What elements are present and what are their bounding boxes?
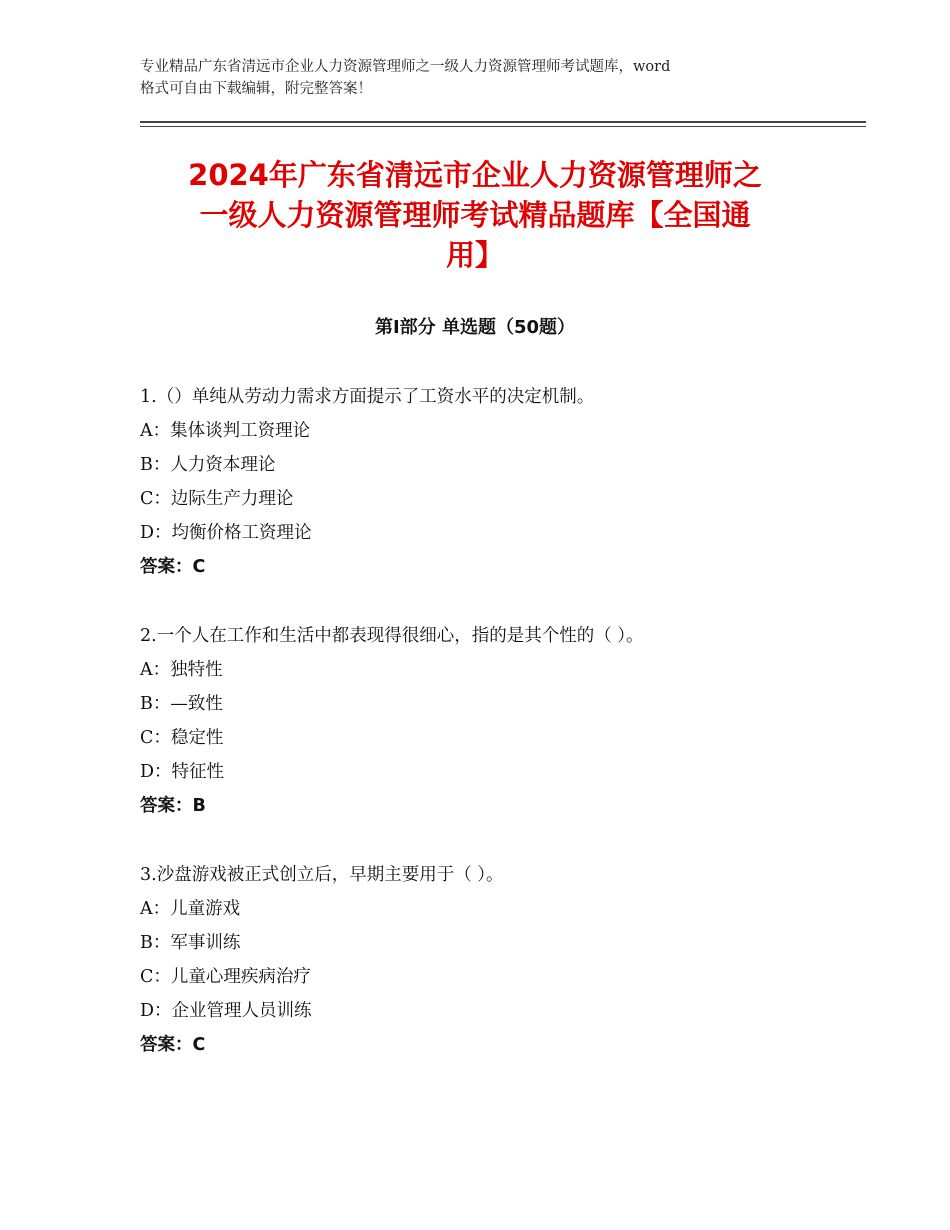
option-d: D：企业管理人员训练 xyxy=(140,1001,312,1021)
document-title-line-3: 用】 xyxy=(445,238,504,272)
option-a: A：儿童游戏 xyxy=(140,899,241,919)
option-d: D：特征性 xyxy=(140,762,225,782)
answer-line: 答案：B xyxy=(140,796,206,816)
question-3 xyxy=(140,858,840,1062)
option-c: C：边际生产力理论 xyxy=(140,489,294,509)
option-c: C：儿童心理疾病治疗 xyxy=(140,967,311,987)
question-1 xyxy=(140,380,840,584)
option-a: A：集体谈判工资理论 xyxy=(140,421,311,441)
option-b: B：人力资本理论 xyxy=(140,455,276,475)
option-d: D：均衡价格工资理论 xyxy=(140,523,312,543)
answer-line: 答案：C xyxy=(140,557,206,577)
document-title xyxy=(140,155,810,275)
document-title-line-2: 一级人力资源管理师考试精品题库【全国通 xyxy=(199,198,751,232)
option-c: C：稳定性 xyxy=(140,728,224,748)
option-b: B：—致性 xyxy=(140,694,223,714)
document-title-line-1: 2024年广东省清远市企业人力资源管理师之 xyxy=(188,158,762,192)
section-heading: 第Ⅰ部分 单选题（50题） xyxy=(374,317,575,338)
header-note-line-1: 专业精品广东省清远市企业人力资源管理师之一级人力资源管理师考试题库，word xyxy=(140,59,671,75)
header-note-line-2: 格式可自由下载编辑，附完整答案！ xyxy=(140,81,372,97)
header-divider xyxy=(140,121,866,127)
answer-line: 答案：C xyxy=(140,1035,206,1055)
header-note xyxy=(140,56,830,100)
option-a: A：独特性 xyxy=(140,660,223,680)
option-b: B：军事训练 xyxy=(140,933,241,953)
question-2 xyxy=(140,619,840,823)
question-stem: 2.一个人在工作和生活中都表现得很细心，指的是其个性的（ ）。 xyxy=(140,626,644,646)
question-stem: 1.（）单纯从劳动力需求方面提示了工资水平的决定机制。 xyxy=(140,387,595,407)
question-stem: 3.沙盘游戏被正式创立后，早期主要用于（ ）。 xyxy=(140,865,504,885)
